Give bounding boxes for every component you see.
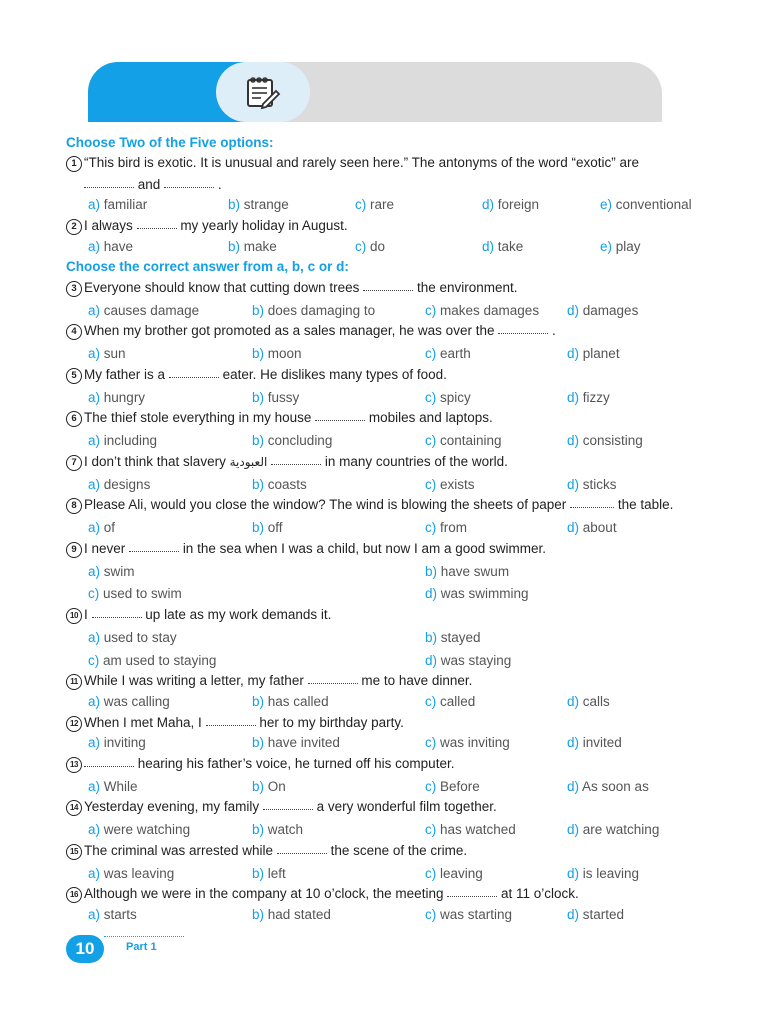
question-text: in many countries of the world. — [324, 454, 508, 469]
question-text: The thief stole everything in my house — [84, 410, 312, 425]
question-9 — [66, 541, 546, 558]
question-3 — [66, 280, 518, 297]
question-number: 2 — [66, 219, 82, 235]
question-text: eater. He dislikes many types of food. — [222, 367, 447, 382]
option-c[interactable]: c) exists — [425, 477, 475, 492]
question-number: 6 — [66, 411, 82, 427]
option-c[interactable]: c) makes damages — [425, 303, 540, 318]
answer-blank — [84, 756, 134, 767]
question-6 — [66, 410, 493, 427]
question-text: Although we were in the company at 10 o’clock, the meeting — [84, 886, 444, 901]
option-b[interactable]: b) had stated — [252, 907, 331, 922]
option-a[interactable]: a) was leaving — [88, 866, 175, 881]
option-b[interactable]: b) has called — [252, 694, 329, 709]
question-text: at 11 o’clock. — [501, 886, 579, 901]
question-number: 15 — [66, 844, 82, 860]
section-title-abcd: Choose the correct answer from a, b, c or d: — [66, 259, 349, 274]
answer-blank — [363, 280, 413, 291]
option-a[interactable]: a) causes damage — [88, 303, 200, 318]
question-number: 14 — [66, 800, 82, 816]
answer-blank — [570, 497, 614, 508]
notepad-pencil-icon — [243, 72, 283, 112]
option-b[interactable]: b) fussy — [252, 390, 300, 405]
option-b[interactable]: b) off — [252, 520, 283, 535]
option-d[interactable]: d) about — [567, 520, 617, 535]
option-c[interactable]: c) called — [425, 694, 476, 709]
question-number: 1 — [66, 156, 82, 172]
option-c[interactable]: c) rare — [355, 197, 395, 212]
header-icon-pill — [216, 62, 310, 122]
answer-blank — [129, 541, 179, 552]
option-a[interactable]: a) was calling — [88, 694, 170, 709]
question-number: 3 — [66, 281, 82, 297]
option-c[interactable]: c) spicy — [425, 390, 471, 405]
question-text: I never — [84, 541, 126, 556]
option-a[interactable]: a) hungry — [88, 390, 146, 405]
option-a[interactable]: a) starts — [88, 907, 137, 922]
option-d[interactable]: d) sticks — [567, 477, 617, 492]
option-d[interactable]: d) As soon as — [567, 779, 649, 794]
question-4 — [66, 323, 556, 340]
question-text: My father is a — [84, 367, 166, 382]
option-b[interactable]: b) On — [252, 779, 286, 794]
answer-blank — [315, 410, 365, 421]
question-16 — [66, 886, 579, 903]
question-text: me to have dinner. — [361, 673, 473, 688]
question-5 — [66, 367, 447, 384]
question-7 — [66, 454, 508, 471]
option-a[interactable]: a) inviting — [88, 735, 146, 750]
option-c[interactable]: c) Before — [425, 779, 480, 794]
option-c[interactable]: c) containing — [425, 433, 502, 448]
answer-blank — [271, 454, 321, 465]
footer-part-label: Part 1 — [126, 941, 157, 953]
question-text: . — [217, 177, 222, 192]
answer-blank — [92, 607, 142, 618]
question-text: in the sea when I was a child, but now I am a good swimmer. — [182, 541, 546, 556]
option-c[interactable]: c) from — [425, 520, 468, 535]
question-text: Please Ali, would you close the window? The wind is blowing the sheets of paper — [84, 497, 567, 512]
question-text: When my brother got promoted as a sales manager, he was over the — [84, 323, 495, 338]
question-13 — [66, 756, 454, 773]
question-11 — [66, 673, 472, 690]
question-text: Everyone should know that cutting down trees — [84, 280, 360, 295]
question-text: the table. — [617, 497, 674, 512]
option-b[interactable]: b) coasts — [252, 477, 307, 492]
option-b[interactable]: b) concluding — [252, 433, 333, 448]
question-14 — [66, 799, 497, 816]
question-text: “This bird is exotic. It is unusual and rarely seen here.” The antonyms of the word “exotic” are — [84, 155, 640, 170]
option-b[interactable]: b) make — [228, 239, 277, 254]
answer-blank — [164, 177, 214, 188]
option-b[interactable]: b) left — [252, 866, 286, 881]
option-c[interactable]: c) am used to staying — [88, 653, 217, 668]
question-text: the environment. — [416, 280, 518, 295]
answer-blank — [84, 177, 134, 188]
option-d[interactable]: d) is leaving — [567, 866, 640, 881]
option-c[interactable]: c) has watched — [425, 822, 516, 837]
option-c[interactable]: c) earth — [425, 346, 471, 361]
option-b[interactable]: b) strange — [228, 197, 289, 212]
question-text: hearing his father’s voice, he turned off his computer. — [137, 756, 455, 771]
option-d[interactable]: d) was swimming — [425, 586, 529, 601]
answer-blank — [169, 367, 219, 378]
question-text: the scene of the crime. — [330, 843, 468, 858]
option-d[interactable]: d) was staying — [425, 653, 512, 668]
question-number: 12 — [66, 716, 82, 732]
section-title-two-of-five: Choose Two of the Five options: — [66, 135, 274, 150]
question-text: her to my birthday party. — [259, 715, 404, 730]
option-b[interactable]: b) does damaging to — [252, 303, 376, 318]
option-b[interactable]: b) stayed — [425, 630, 481, 645]
question-number: 8 — [66, 498, 82, 514]
option-d[interactable]: d) are watching — [567, 822, 660, 837]
question-text: a very wonderful film together. — [316, 799, 497, 814]
option-a[interactable]: a) While — [88, 779, 138, 794]
footer-divider — [104, 936, 184, 937]
option-a[interactable]: a) have — [88, 239, 134, 254]
question-number: 16 — [66, 887, 82, 903]
question-text: While I was writing a letter, my father — [84, 673, 304, 688]
page-number: 10 — [66, 935, 104, 963]
question-text: up late as my work demands it. — [145, 607, 332, 622]
question-number: 4 — [66, 324, 82, 340]
question-number: 7 — [66, 455, 82, 471]
question-2 — [66, 218, 348, 235]
option-a[interactable]: a) were watching — [88, 822, 191, 837]
answer-blank — [206, 715, 256, 726]
option-a[interactable]: a) familiar — [88, 197, 148, 212]
option-d[interactable]: d) consisting — [567, 433, 643, 448]
question-number: 13 — [66, 757, 82, 773]
option-b[interactable]: b) have swum — [425, 564, 510, 579]
answer-blank — [498, 323, 548, 334]
option-a[interactable]: a) swim — [88, 564, 135, 579]
question-text: my yearly holiday in August. — [180, 218, 348, 233]
question-number: 9 — [66, 542, 82, 558]
question-text: I — [84, 607, 88, 622]
option-c[interactable]: c) do — [355, 239, 386, 254]
question-1 — [66, 155, 639, 172]
option-a[interactable]: a) designs — [88, 477, 151, 492]
option-b[interactable]: b) watch — [252, 822, 304, 837]
question-text: . — [552, 323, 556, 338]
answer-blank — [308, 673, 358, 684]
question-text: mobiles and laptops. — [368, 410, 493, 425]
option-d[interactable]: d) damages — [567, 303, 639, 318]
question-text: The criminal was arrested while — [84, 843, 274, 858]
question-text: I don’t think that slavery — [84, 454, 226, 469]
option-c[interactable]: c) was starting — [425, 907, 513, 922]
option-a[interactable]: a) of — [88, 520, 116, 535]
option-d[interactable]: d) planet — [567, 346, 620, 361]
question-number: 5 — [66, 368, 82, 384]
option-d[interactable]: d) calls — [567, 694, 610, 709]
option-c[interactable]: c) leaving — [425, 866, 483, 881]
arabic-gloss: العبودية — [229, 455, 268, 469]
option-a[interactable]: a) including — [88, 433, 158, 448]
question-10 — [66, 607, 331, 624]
option-b[interactable]: b) have invited — [252, 735, 340, 750]
question-text: Yesterday evening, my family — [84, 799, 260, 814]
question-8 — [66, 497, 673, 514]
question-text: and — [137, 177, 161, 192]
option-e[interactable]: e) play — [600, 239, 641, 254]
option-c[interactable]: c) was inviting — [425, 735, 510, 750]
option-d[interactable]: d) fizzy — [567, 390, 610, 405]
option-e[interactable]: e) conventional — [600, 197, 692, 212]
answer-blank — [277, 843, 327, 854]
question-number: 10 — [66, 608, 82, 624]
answer-blank — [137, 218, 177, 229]
option-b[interactable]: b) moon — [252, 346, 302, 361]
question-text: I always — [84, 218, 133, 233]
question-12 — [66, 715, 404, 732]
option-a[interactable]: a) used to stay — [88, 630, 177, 645]
answer-blank — [447, 886, 497, 897]
option-a[interactable]: a) sun — [88, 346, 126, 361]
answer-blank — [263, 799, 313, 810]
option-d[interactable]: d) started — [567, 907, 625, 922]
question-1-line2 — [84, 177, 222, 192]
question-15 — [66, 843, 467, 860]
header-banner-grey — [280, 62, 662, 122]
option-d[interactable]: d) take — [482, 239, 524, 254]
option-c[interactable]: c) used to swim — [88, 586, 182, 601]
option-d[interactable]: d) foreign — [482, 197, 540, 212]
option-d[interactable]: d) invited — [567, 735, 622, 750]
question-text: When I met Maha, I — [84, 715, 202, 730]
question-number: 11 — [66, 674, 82, 690]
